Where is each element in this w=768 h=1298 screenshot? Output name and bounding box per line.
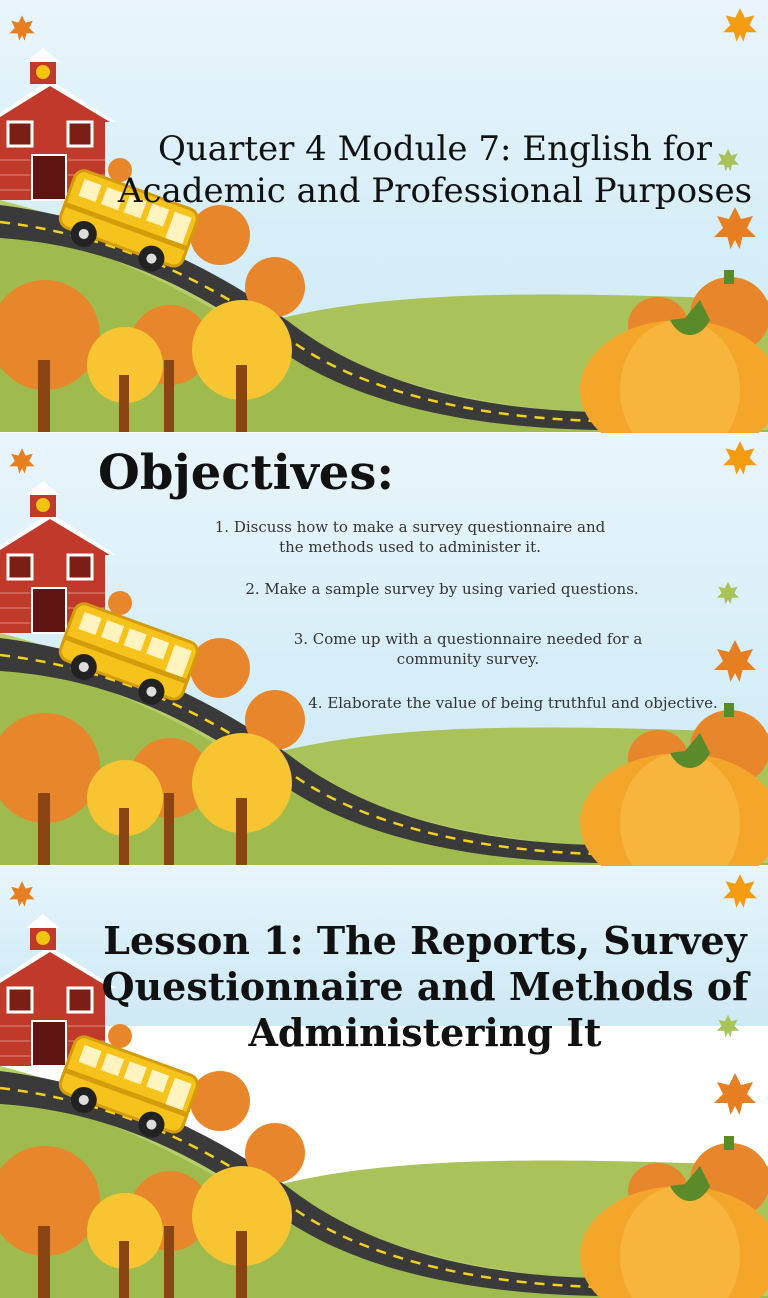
- module-title-line-1: Quarter 4 Module 7: English for: [158, 129, 712, 169]
- slide-title: [0, 0, 768, 432]
- module-title: [110, 128, 760, 212]
- module-title-line-2: Academic and Professional Purposes: [117, 171, 753, 211]
- objective-3-line-2: community survey.: [396, 650, 540, 668]
- lesson-title-line-3: Administering It: [248, 1010, 602, 1055]
- objective-3-line-1: 3. Come up with a questionnaire needed for a: [293, 630, 643, 648]
- slide-lesson: [0, 866, 768, 1055]
- lesson-title-line-2: Questionnaire and Methods of: [101, 964, 749, 1009]
- autumn-scene-illustration: [0, 0, 768, 432]
- lesson-title-line-1: Lesson 1: The Reports, Survey: [103, 918, 747, 963]
- objective-item: [268, 629, 668, 669]
- objective-item: [200, 579, 684, 599]
- objectives-heading: Objectives:: [98, 445, 395, 501]
- objective-4-line-1: 4. Elaborate the value of being truthful and objective.: [308, 694, 718, 712]
- objective-2-line-1: 2. Make a sample survey by using varied questions.: [245, 580, 639, 598]
- objective-item: [290, 693, 736, 713]
- objective-1-line-1: 1. Discuss how to make a survey questionnaire and: [214, 518, 606, 536]
- lesson-title: [100, 918, 750, 1056]
- objective-item: [180, 517, 640, 557]
- slide-objectives: [0, 433, 768, 865]
- objective-1-line-2: the methods used to administer it.: [279, 538, 541, 556]
